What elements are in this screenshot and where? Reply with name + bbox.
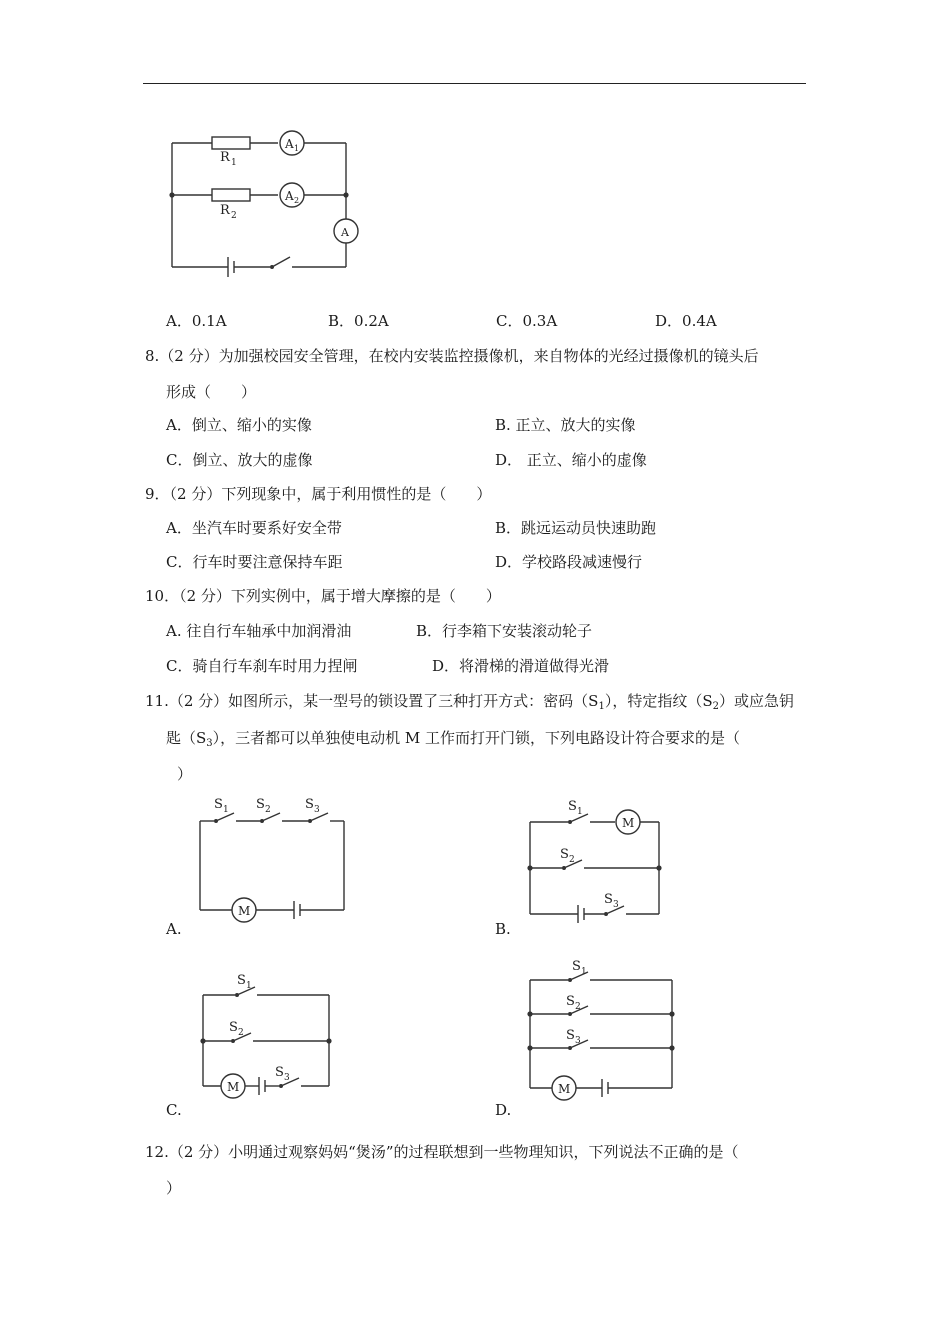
q9-stem: 9．（2 分）下列现象中，属于利用惯性的是（ ）	[145, 485, 492, 503]
q11-stem-line3: ）	[177, 765, 193, 783]
svg-text:1: 1	[231, 158, 237, 168]
q12-stem: 12.（2 分）小明通过观察妈妈“煲汤”的过程联想到一些物理知识，下列说法不正确的是（	[145, 1143, 739, 1161]
svg-text:S: S	[566, 1028, 575, 1043]
q7-option-c: C．0.3A	[496, 312, 558, 330]
svg-text:2: 2	[265, 805, 271, 815]
q8-option-a: A．倒立、缩小的实像	[166, 416, 312, 434]
q10-option-a: A. 往自行车轴承中加润滑油	[166, 622, 352, 640]
svg-text:2: 2	[575, 1002, 581, 1012]
q8-option-c: C．倒立、放大的虚像	[166, 451, 313, 469]
svg-text:S: S	[229, 1020, 238, 1035]
q12-stem-cont: ）	[166, 1179, 182, 1197]
svg-text:M: M	[558, 1082, 571, 1096]
svg-text:S: S	[568, 799, 577, 814]
q11-circuit-d	[520, 955, 685, 1100]
svg-text:S: S	[604, 892, 613, 907]
switch-icon	[272, 257, 290, 267]
q10-stem: 10．（2 分）下列实例中，属于增大摩擦的是（ ）	[145, 587, 501, 605]
q8-option-d: D． 正立、缩小的虚像	[495, 451, 647, 469]
resistor-r1	[212, 137, 250, 149]
svg-text:1: 1	[223, 805, 229, 815]
q9-option-a: A．坐汽车时要系好安全带	[166, 519, 342, 537]
q8-option-b: B. 正立、放大的实像	[495, 416, 636, 434]
q11-circuit-c	[193, 965, 343, 1100]
svg-text:1: 1	[294, 144, 300, 153]
svg-text:2: 2	[294, 196, 300, 205]
svg-text:S: S	[256, 797, 265, 812]
q9-option-b: B．跳远运动员快速助跑	[495, 519, 657, 537]
q11-choice-d-label: D.	[495, 1101, 512, 1119]
q11-choice-a-label: A.	[166, 920, 182, 938]
svg-text:M: M	[238, 904, 251, 918]
svg-text:A: A	[285, 137, 294, 151]
q11-circuit-b	[520, 795, 670, 920]
svg-text:1: 1	[246, 981, 252, 991]
svg-text:1: 1	[577, 807, 583, 817]
q7-option-d: D．0.4A	[655, 312, 717, 330]
svg-text:S: S	[214, 797, 223, 812]
svg-text:2: 2	[569, 855, 575, 865]
svg-text:M: M	[622, 816, 635, 830]
svg-text:2: 2	[231, 211, 237, 221]
q11-choice-c-label: C.	[166, 1101, 182, 1119]
svg-text:S: S	[305, 797, 314, 812]
q9-option-c: C．行车时要注意保持车距	[166, 553, 343, 571]
q10-option-b: B．行李箱下安装滚动轮子	[416, 622, 593, 640]
r1-label: R	[220, 150, 230, 165]
svg-text:A: A	[285, 189, 294, 203]
svg-text:3: 3	[613, 900, 619, 910]
q8-stem-cont: 形成（ ）	[166, 383, 257, 401]
svg-text:3: 3	[575, 1036, 581, 1046]
svg-text:3: 3	[314, 805, 320, 815]
r2-label: R	[220, 203, 230, 218]
q7-circuit-figure	[160, 125, 370, 275]
svg-text:1: 1	[581, 967, 587, 977]
q7-option-a: A．0.1A	[166, 312, 227, 330]
svg-text:S: S	[275, 1065, 284, 1080]
svg-text:S: S	[237, 973, 246, 988]
svg-text:2: 2	[238, 1028, 244, 1038]
svg-text:S: S	[572, 959, 581, 974]
q7-option-b: B．0.2A	[328, 312, 389, 330]
svg-text:3: 3	[284, 1073, 290, 1083]
resistor-r2	[212, 189, 250, 201]
q10-option-c: C．骑自行车刹车时用力捏闸	[166, 657, 358, 675]
q11-stem-line1: 11.（2 分）如图所示，某一型号的锁设置了三种打开方式：密码$(S_1)$，特定指纹$(S_2)$或应急钥	[145, 692, 794, 712]
svg-text:S: S	[560, 847, 569, 862]
q9-option-d: D．学校路段减速慢行	[495, 553, 643, 571]
header-rule	[143, 83, 806, 84]
svg-text:A: A	[341, 226, 349, 239]
q8-stem: 8.（2 分）为加强校园安全管理，在校内安装监控摄像机，来自物体的光经过摄像机的镜头后	[145, 347, 759, 365]
svg-text:M: M	[227, 1080, 240, 1094]
q11-stem-line2: 匙$(S_3)$，三者都可以单独使电动机 M 工作而打开门锁，下列电路设计符合要求的是（	[166, 729, 741, 749]
q10-option-d: D．将滑梯的滑道做得光滑	[432, 657, 610, 675]
svg-text:S: S	[566, 994, 575, 1009]
q11-circuit-a	[190, 795, 355, 920]
q11-choice-b-label: B.	[495, 920, 511, 938]
